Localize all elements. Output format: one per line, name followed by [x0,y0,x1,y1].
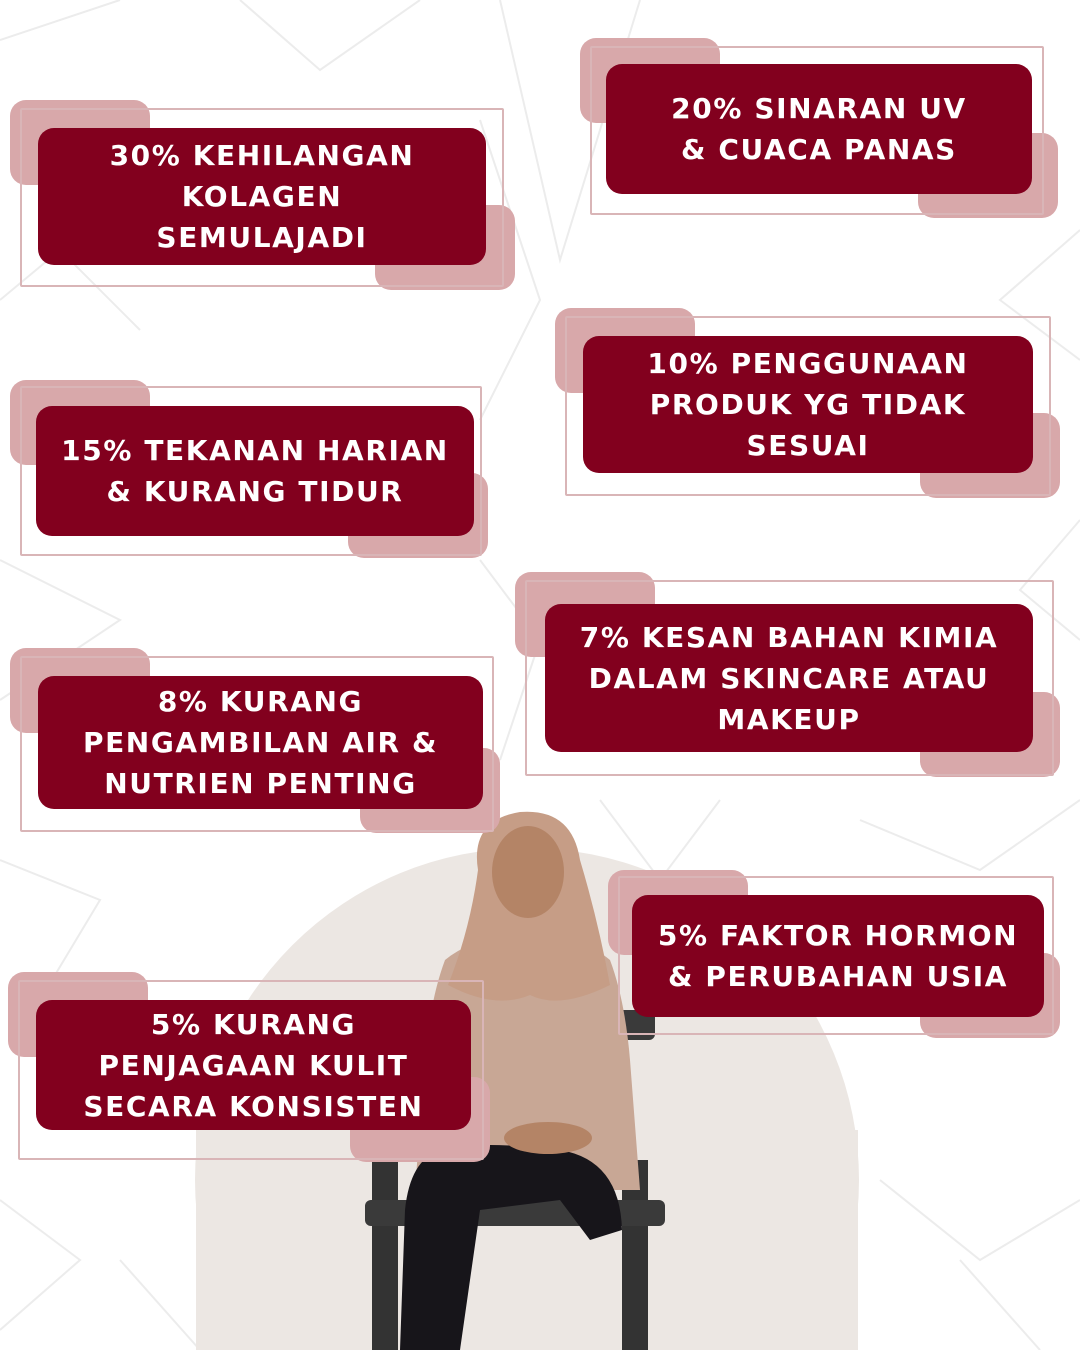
factor-card-chemicals [515,572,1060,777]
factor-card-unsuitable-products [555,308,1060,498]
factor-box [38,128,486,265]
factor-box [38,676,483,809]
factor-label: 10% PENGGUNAAN PRODUK YG TIDAK SESUAI [647,347,969,462]
factor-card-hormones-age [608,870,1060,1038]
factor-box [36,406,474,536]
factor-label: 15% TEKANAN HARIAN & KURANG TIDUR [61,434,449,508]
factor-label: 7% KESAN BAHAN KIMIA DALAM SKINCARE ATAU MAKEUP [579,620,999,736]
factor-card-inconsistent-care [8,972,490,1162]
factor-box [583,336,1033,473]
factor-card-collagen-loss [10,100,515,290]
factor-box [36,1000,471,1130]
factor-label: 8% KURANG PENGAMBILAN AIR & NUTRIEN PENTING [82,685,439,800]
factor-label: 20% SINARAN UV & CUACA PANAS [671,92,967,166]
factor-label: 5% FAKTOR HORMON & PERUBAHAN USIA [657,919,1019,993]
factor-card-water-nutrients [10,648,500,833]
factor-box [606,64,1032,194]
factor-label: 30% KEHILANGAN KOLAGEN SEMULAJADI [109,139,415,254]
factor-label: 5% KURANG PENJAGAAN KULIT SECARA KONSISTEN [83,1007,424,1123]
factor-card-stress-sleep [10,380,488,558]
factor-card-uv-weather [580,38,1058,218]
factor-box [632,895,1044,1017]
factor-box [545,604,1033,752]
